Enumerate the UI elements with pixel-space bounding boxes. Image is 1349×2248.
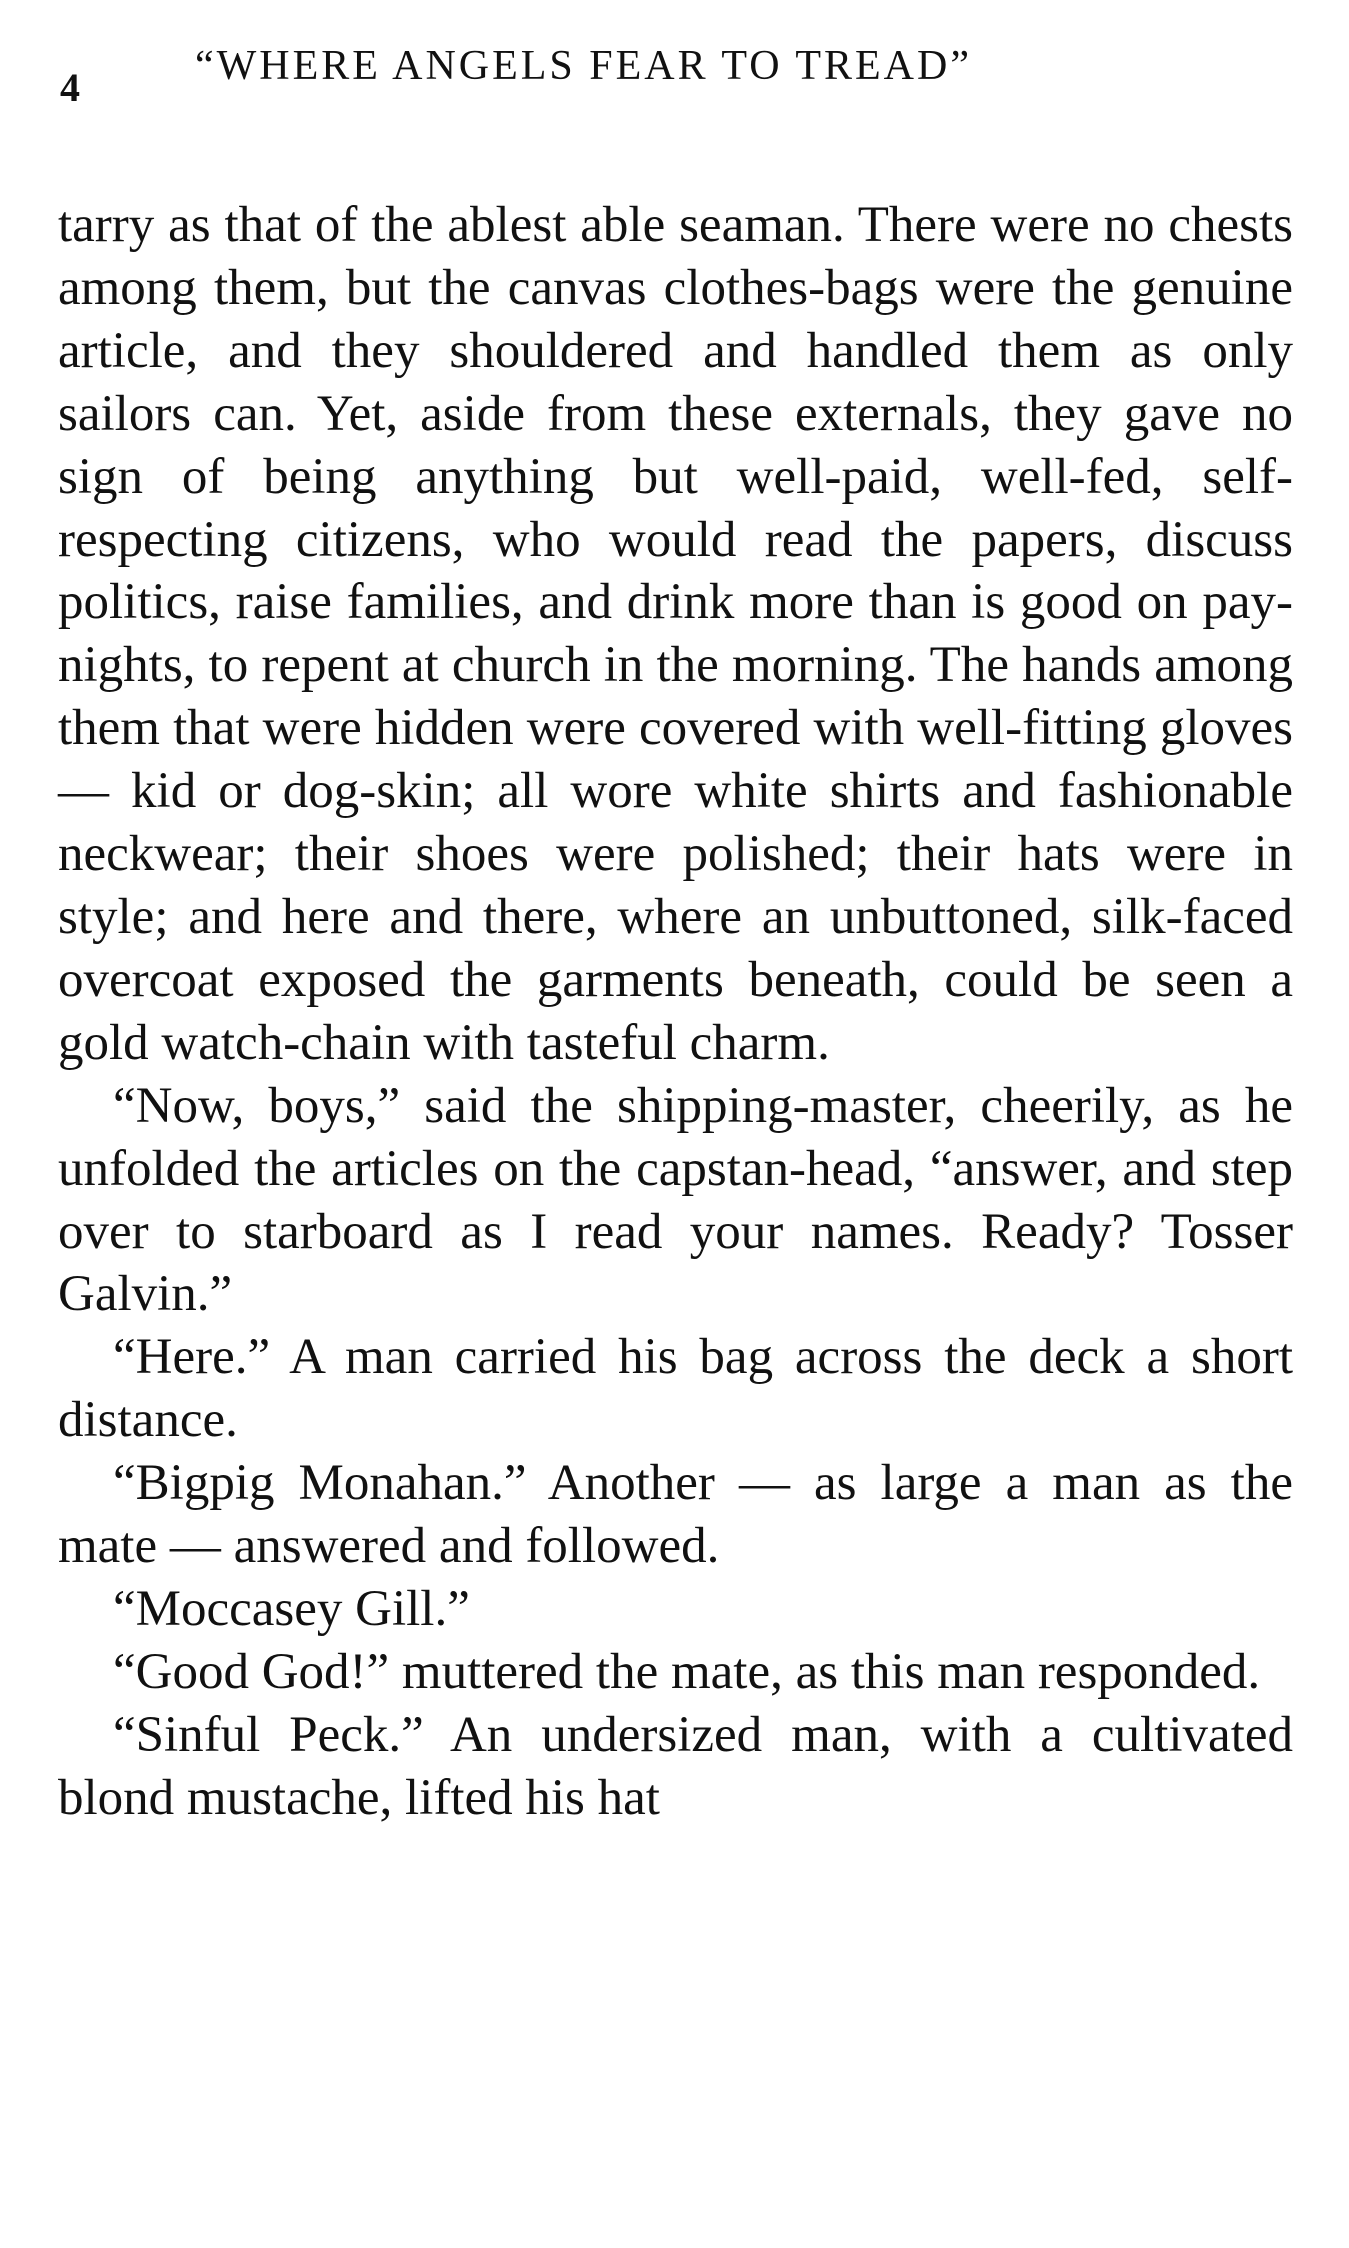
- paragraph-6: “Good God!” muttered the mate, as this man responded.: [113, 1643, 1261, 1700]
- paragraph-5: “Moccasey Gill.”: [113, 1580, 470, 1637]
- page-number: 4: [60, 65, 83, 110]
- paragraph-1: tarry as that of the ablest able seaman. There were no chests among them, but the canvas clothes-bags were the genuine article, and they shouldered and handled them as only sailors can. Yet, aside from these externals, they gave no sign of being anything but well-paid, well-fed, self-respecting citizens, who would read the papers, discuss politics, raise families, and drink more than is good on pay-nights, to repent at church in the morning. The hands among them that were hidden were covered with well-fitting gloves — kid or dog-skin; all wore white shirts and fashionable neckwear; their shoes were polished; their hats were in style; and here and there, where an unbuttoned, silk-faced overcoat exposed the garments beneath, could be seen a gold watch-chain with tasteful charm.: [58, 197, 1293, 1071]
- paragraph-4: “Bigpig Monahan.” Another — as large a man as the mate — answered and followed.: [58, 1455, 1293, 1575]
- running-title: “WHERE ANGELS FEAR TO TREAD”: [195, 43, 972, 89]
- paragraph-2: “Now, boys,” said the shipping-master, cheerily, as he unfolded the articles on the capstan-head, “answer, and step over to starboard as I read your names. Ready? Tosser Galvin.”: [58, 1077, 1293, 1323]
- body-text: [58, 194, 1293, 1830]
- paragraph-7: “Sinful Peck.” An undersized man, with a cultivated blond mustache, lifted his hat: [58, 1706, 1293, 1826]
- paragraph-3: “Here.” A man carried his bag across the deck a short distance.: [58, 1329, 1293, 1449]
- running-head: [58, 42, 1293, 112]
- book-page: [58, 42, 1293, 1830]
